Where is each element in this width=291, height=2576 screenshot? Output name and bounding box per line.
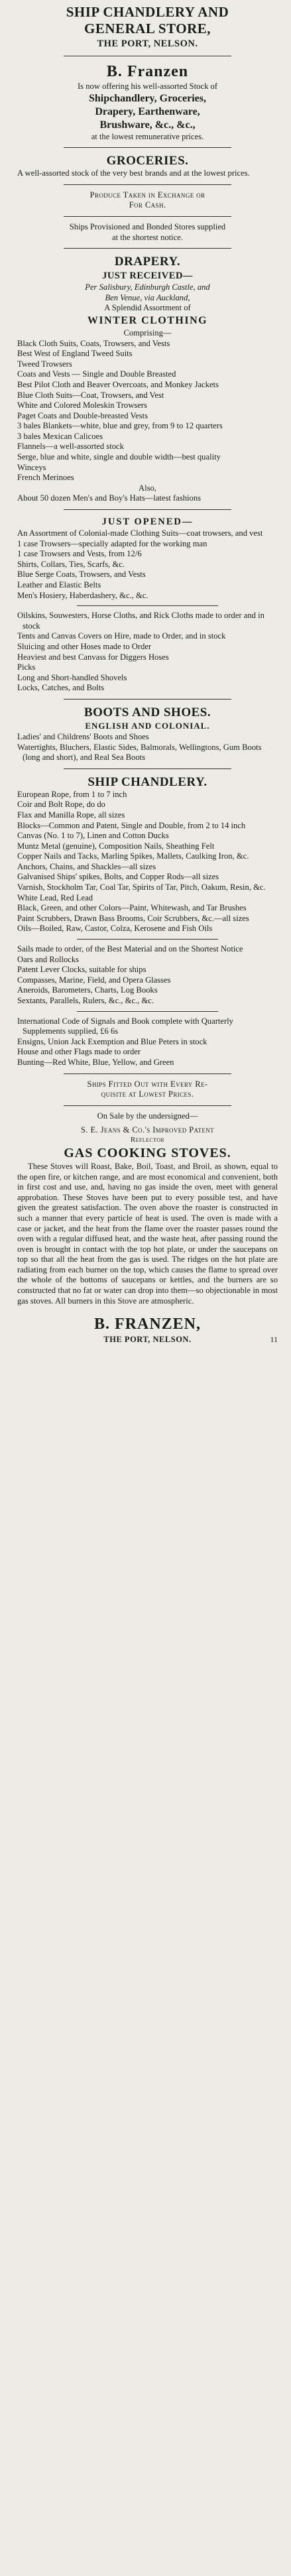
- divider: [77, 1011, 218, 1012]
- divider: [77, 605, 218, 606]
- list-item: Serge, blue and white, single and double width—best quality: [17, 452, 221, 462]
- list-item: Paget Coats and Double-breasted Vests: [17, 410, 148, 420]
- intro-line-1: Is now offering his well-assorted Stock of: [77, 82, 218, 91]
- list-item: French Merinoes: [17, 473, 74, 483]
- list-item: Men's Hosiery, Haberdashery, &c., &c.: [17, 590, 148, 600]
- list-item: International Code of Signals and Book complete with Quarterly Supplements supplied, £6 6s: [17, 1016, 233, 1036]
- just-opened-heading: JUST OPENED—: [101, 517, 194, 528]
- list-item: 3 bales Mexican Calicoes: [17, 431, 103, 441]
- fitted-line-1: Ships Fitted Out with Every Re-: [87, 1079, 208, 1089]
- list-item: Leather and Elastic Belts: [17, 580, 101, 589]
- list-item: Canvas (No. 1 to 7), Linen and Cotton Ducks: [17, 831, 169, 841]
- list-item: Winceys: [17, 462, 46, 472]
- drapery-per-line-2: Ben Venue, via Auckland,: [105, 292, 190, 302]
- stoves-reflector: Reflector: [130, 1135, 165, 1144]
- divider: [64, 248, 231, 249]
- list-item: Heaviest and best Canvass for Diggers Hoses: [17, 652, 169, 662]
- list-item: House and other Flags made to order: [17, 1047, 141, 1057]
- divider: [64, 1105, 231, 1106]
- list-item: Blue Serge Coats, Trowsers, and Vests: [17, 570, 146, 580]
- list-item: Oils—Boiled, Raw, Castor, Colza, Kerosene and Fish Oils: [17, 924, 213, 934]
- list-item: An Assortment of Colonial-made Clothing Suits—coat trowsers, and vest: [17, 528, 263, 538]
- ships-note-line-1: Ships Provisioned and Bonded Stores supplied: [69, 221, 226, 231]
- footer-name: B. FRANZEN,: [93, 1316, 201, 1333]
- stoves-description: These Stoves will Roast, Bake, Boil, Toast, and Broil, as shown, equal to the open fire, or kitchen range, and are most economical and convenient, both in first cost and use, and, having no gas inside the oven, meet with general approbation. These Stoves have been put to every possible test, and have given the greatest satisfaction. The oven above the roaster is constructed in such a manner that every particle of heat is used. The oven is made with a case or jacket, and the heat from the flame over the roaster passes round the oven with a regular diffused heat, and the waste heat, after passing round the oven is brought in contact with the top hot plate, or under the saucepans on top so that all the heat from the gas is used. The ridges on the hot plate are radiating from each burner on the top, which causes the flame to spread over the whole of the bottoms of saucepans or kettles, and the burners are so constructed that no fat or water can drop into them—so objectionable in most gas stoves. All burners in this Stove are atmospheric.: [17, 1161, 278, 1306]
- produce-line-2: For Cash.: [129, 200, 166, 210]
- list-item: Flax and Manilla Rope, all sizes: [17, 810, 125, 820]
- fitted-line-2: quisite at Lowest Prices.: [101, 1089, 194, 1099]
- list-item: Locks, Catches, and Bolts: [17, 683, 105, 693]
- oilskins-list: [17, 611, 278, 694]
- winter-clothing-heading: WINTER CLOTHING: [87, 314, 208, 326]
- divider: [64, 768, 231, 769]
- groceries-text: A well-assorted stock of the very best brands and at the lowest prices.: [17, 168, 250, 178]
- produce-line-1: Produce Taken in Exchange or: [89, 190, 205, 200]
- list-item: Sextants, Parallels, Rulers, &c., &c., &c.: [17, 996, 154, 1005]
- list-item: Flannels—a well-assorted stock: [17, 442, 124, 452]
- just-opened-list: [17, 528, 278, 601]
- list-item: Tweed Trowsers: [17, 359, 72, 369]
- drapery-assortment: A Splendid Assortment of: [104, 303, 191, 313]
- list-item: Coats and Vests — Single and Double Breasted: [17, 369, 176, 379]
- footer-address: THE PORT, NELSON.: [103, 1335, 192, 1345]
- header-line-1: SHIP CHANDLERY AND: [66, 4, 229, 20]
- header-line-2: GENERAL STORE,: [84, 21, 211, 36]
- list-item: Sails made to order, of the Best Material and on the Shortest Notice: [17, 944, 243, 954]
- divider: [77, 939, 218, 940]
- boots-list: [17, 732, 278, 763]
- drapery-hats: About 50 dozen Men's and Boy's Hats—latest fashions: [17, 493, 202, 503]
- proprietor-name: B. Franzen: [106, 63, 189, 80]
- header-line-3: THE PORT, NELSON.: [97, 38, 198, 49]
- list-item: Oilskins, Souwesters, Horse Cloths, and Rick Cloths made to order and in stock: [17, 611, 264, 631]
- list-item: 3 bales Blankets—white, blue and grey, from 9 to 12 quarters: [17, 421, 223, 431]
- list-item: Bunting—Red White, Blue, Yellow, and Green: [17, 1057, 174, 1067]
- intro-line-4: Brushware, &c., &c.,: [99, 119, 196, 131]
- boots-subheading: ENGLISH AND COLONIAL.: [85, 720, 210, 731]
- list-item: Shirts, Collars, Ties, Scarfs, &c.: [17, 559, 125, 569]
- list-item: Galvanised Ships' spikes, Bolts, and Copper Rods—all sizes: [17, 872, 219, 882]
- list-item: Tents and Canvas Covers on Hire, made to Order, and in stock: [17, 631, 226, 641]
- groceries-heading: GROCERIES.: [106, 154, 189, 168]
- list-item: Black Cloth Suits, Coats, Trowsers, and Vests: [17, 338, 170, 348]
- list-item: Copper Nails and Tacks, Marling Spikes, Mallets, Caulking Iron, &c.: [17, 851, 249, 861]
- footer-address-row: [17, 1334, 278, 1345]
- list-item: Aneroids, Barometers, Charts, Log Books: [17, 985, 158, 995]
- list-item: Paint Scrubbers, Drawn Bass Brooms, Coir Scrubbers, &c.—all sizes: [17, 913, 249, 923]
- list-item: Anchors, Chains, and Shackles—all sizes: [17, 861, 156, 871]
- chandlery-list-3: [17, 1016, 278, 1068]
- list-item: Muntz Metal (genuine), Composition Nails, Sheathing Felt: [17, 841, 215, 851]
- drapery-list: [17, 339, 278, 483]
- drapery-comprising: Comprising—: [123, 328, 172, 337]
- list-item: Best West of England Tweed Suits: [17, 349, 133, 359]
- chandlery-list-2: [17, 944, 278, 1007]
- divider: [64, 699, 231, 700]
- drapery-also: Also,: [139, 483, 156, 493]
- drapery-per-line-1: Per Salisbury, Edinburgh Castle, and: [85, 282, 210, 292]
- drapery-heading: DRAPERY.: [114, 255, 181, 269]
- list-item: Best Pilot Cloth and Beaver Overcoats, and Monkey Jackets: [17, 379, 219, 389]
- list-item: Blue Cloth Suits—Coat, Trowsers, and Vest: [17, 390, 164, 400]
- divider: [64, 184, 231, 185]
- list-item: Ensigns, Union Jack Exemption and Blue Peters in stock: [17, 1036, 207, 1046]
- list-item: Compasses, Marine, Field, and Opera Glasses: [17, 975, 171, 985]
- list-item: Watertights, Bluchers, Elastic Sides, Balmorals, Wellingtons, Gum Boots (long and short), and Real Sea Boots: [17, 742, 262, 763]
- list-item: Sluicing and other Hoses made to Order: [17, 641, 152, 651]
- list-item: Patent Lever Clocks, suitable for ships: [17, 965, 146, 975]
- drapery-subheading: JUST RECEIVED—: [102, 271, 193, 282]
- list-item: Blocks—Common and Patent, Single and Double, from 2 to 14 inch: [17, 820, 246, 830]
- ships-note-line-2: at the shortest notice.: [111, 232, 184, 242]
- intro-line-2: Shipchandlery, Groceries,: [88, 92, 207, 104]
- divider: [64, 1073, 231, 1074]
- intro-line-5: at the lowest remunerative prices.: [91, 131, 204, 141]
- list-item: 1 case Trowsers—specially adapted for the working man: [17, 538, 207, 548]
- divider: [64, 147, 231, 148]
- intro-line-3: Drapery, Earthenware,: [95, 105, 200, 117]
- chandlery-heading: SHIP CHANDLERY.: [87, 774, 207, 789]
- list-item: Ladies' and Childrens' Boots and Shoes: [17, 731, 149, 741]
- stoves-sale-line: On Sale by the undersigned—: [97, 1111, 198, 1121]
- divider: [64, 509, 231, 510]
- list-item: White Lead, Red Lead: [17, 892, 93, 902]
- list-item: Long and Short-handled Shovels: [17, 672, 127, 682]
- boots-heading: BOOTS AND SHOES.: [84, 705, 211, 719]
- stoves-maker: S. E. Jeans & Co.'s Improved Patent: [80, 1125, 215, 1135]
- stoves-heading: GAS COOKING STOVES.: [64, 1145, 231, 1160]
- list-item: Oars and Rollocks: [17, 954, 80, 964]
- divider: [64, 216, 231, 217]
- chandlery-list: [17, 790, 278, 934]
- list-item: Black, Green, and other Colors—Paint, Whitewash, and Tar Brushes: [17, 903, 247, 913]
- list-item: Varnish, Stockholm Tar, Coal Tar, Spirits of Tar, Pitch, Oakum, Resin, &c.: [17, 883, 266, 892]
- footer-number: 11: [270, 1335, 278, 1345]
- list-item: European Rope, from 1 to 7 inch: [17, 789, 127, 799]
- list-item: White and Colored Moleskin Trowsers: [17, 400, 147, 410]
- list-item: Coir and Bolt Rope, do do: [17, 800, 105, 810]
- list-item: Picks: [17, 662, 36, 672]
- list-item: 1 case Trowsers and Vests, from 12/6: [17, 549, 142, 559]
